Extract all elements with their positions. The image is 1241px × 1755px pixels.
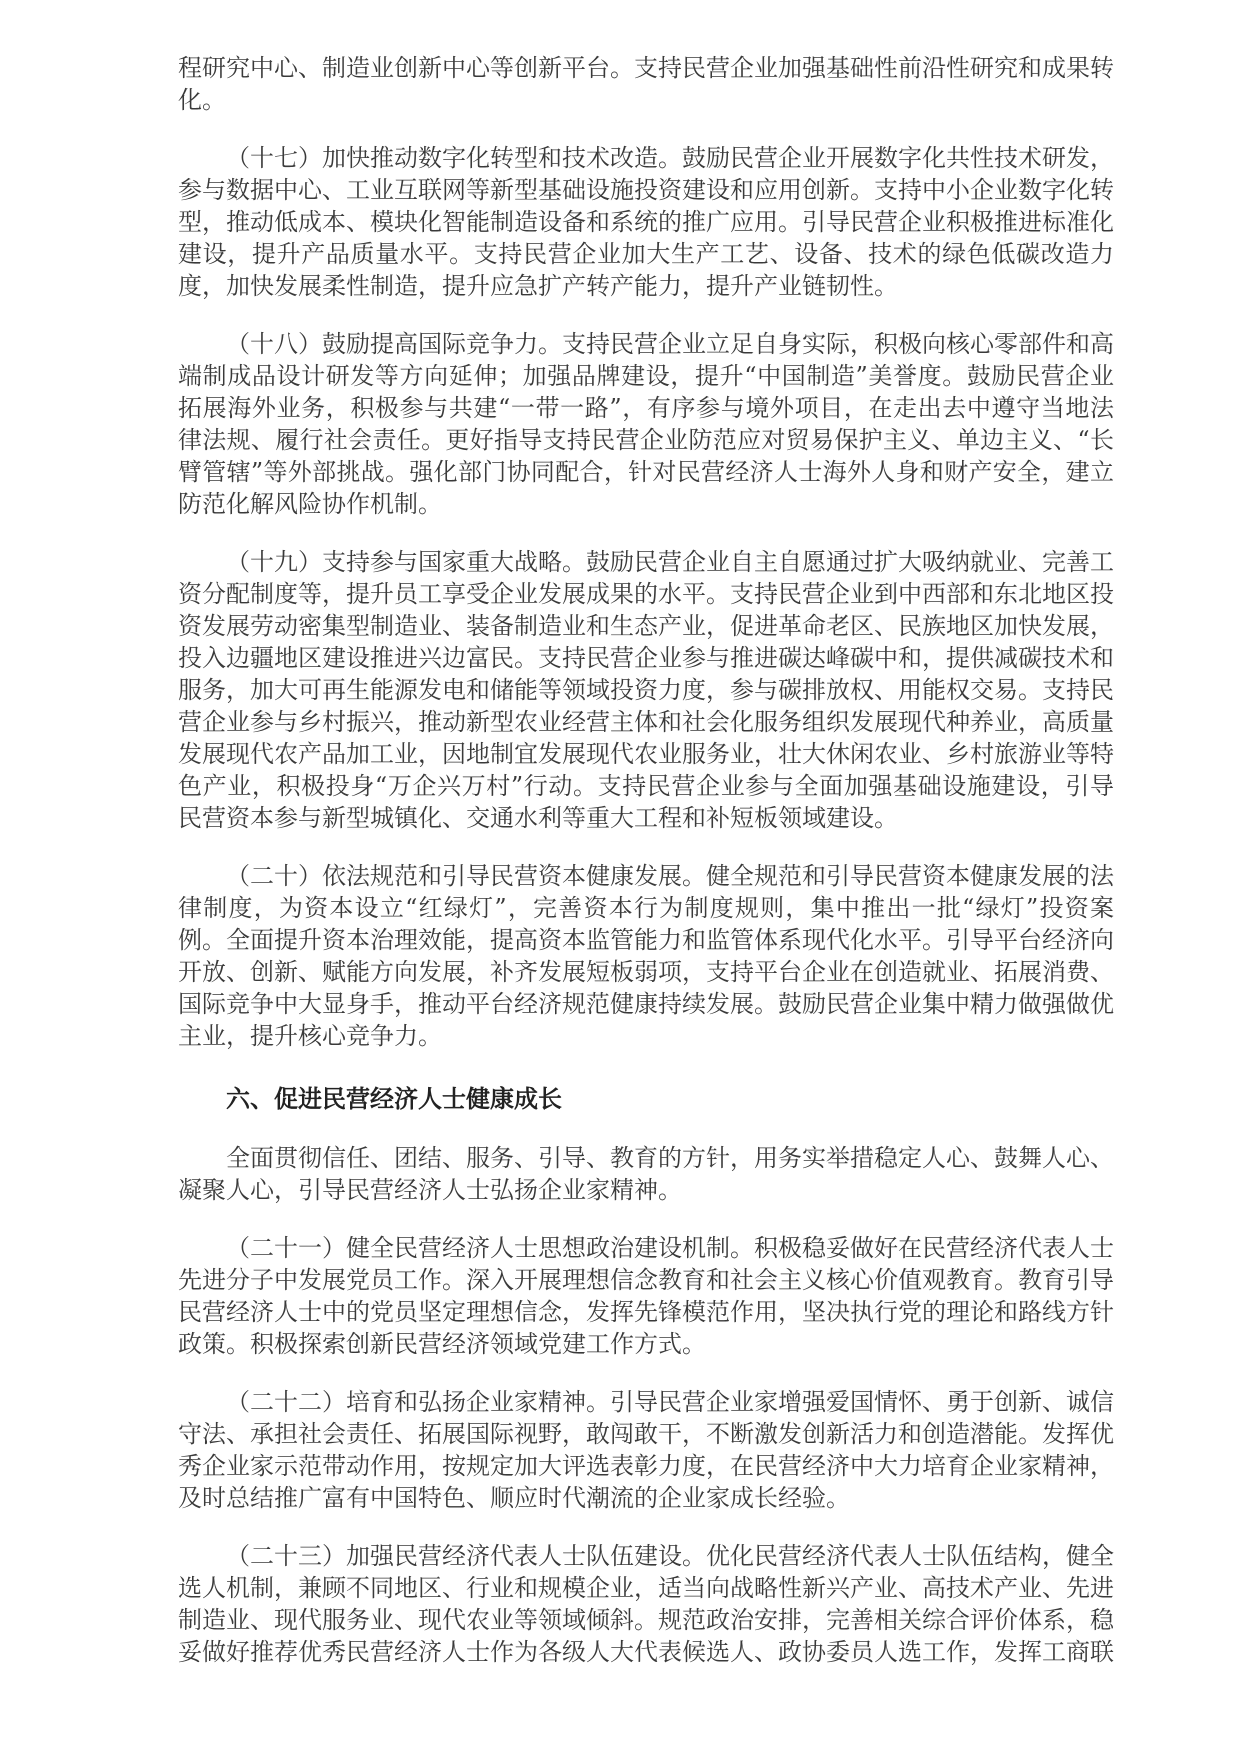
paragraph-17: （十七）加快推动数字化转型和技术改造。鼓励民营企业开展数字化共性技术研发，参与数据中心、工业互联网等新型基础设施投资建设和应用创新。支持中小企业数字化转型，推动低成本、模块化智能制造设备和系统的推广应用。引导民营企业积极推进标准化建设，提升产品质量水平。支持民营企业加大生产工艺、设备、技术的绿色低碳改造力度，加快发展柔性制造，提升应急扩产转产能力，提升产业链韧性。 — [178, 144, 1114, 300]
paragraph-22: （二十二）培育和弘扬企业家精神。引导民营企业家增强爱国情怀、勇于创新、诚信守法、承担社会责任、拓展国际视野，敢闯敢干，不断激发创新活力和创造潜能。发挥优秀企业家示范带动作用，按规定加大评选表彰力度，在民营经济中大力培育企业家精神，及时总结推广富有中国特色、顺应时代潮流的企业家成长经验。 — [178, 1388, 1114, 1512]
paragraph-continuation: 程研究中心、制造业创新中心等创新平台。支持民营企业加强基础性前沿性研究和成果转化。 — [178, 54, 1114, 114]
paragraph-20: （二十）依法规范和引导民营资本健康发展。健全规范和引导民营资本健康发展的法律制度，为资本设立“红绿灯”，完善资本行为制度规则，集中推出一批“绿灯”投资案例。全面提升资本治理效能，提高资本监管能力和监管体系现代化水平。引导平台经济向开放、创新、赋能方向发展，补齐发展短板弱项，支持平台企业在创造就业、拓展消费、国际竞争中大显身手，推动平台经济规范健康持续发展。鼓励民营企业集中精力做强做优主业，提升核心竞争力。 — [178, 862, 1114, 1050]
paragraph-18: （十八）鼓励提高国际竞争力。支持民营企业立足自身实际，积极向核心零部件和高端制成品设计研发等方向延伸；加强品牌建设，提升“中国制造”美誉度。鼓励民营企业拓展海外业务，积极参与共建“一带一路”，有序参与境外项目，在走出去中遵守当地法律法规、履行社会责任。更好指导支持民营企业防范应对贸易保护主义、单边主义、“长臂管辖”等外部挑战。强化部门协同配合，针对民营经济人士海外人身和财产安全，建立防范化解风险协作机制。 — [178, 330, 1114, 518]
page-content — [178, 52, 1114, 1668]
paragraph-21: （二十一）健全民营经济人士思想政治建设机制。积极稳妥做好在民营经济代表人士先进分子中发展党员工作。深入开展理想信念教育和社会主义核心价值观教育。教育引导民营经济人士中的党员坚定理想信念，发挥先锋模范作用，坚决执行党的理论和路线方针政策。积极探索创新民营经济领域党建工作方式。 — [178, 1234, 1114, 1358]
paragraph-19: （十九）支持参与国家重大战略。鼓励民营企业自主自愿通过扩大吸纳就业、完善工资分配制度等，提升员工享受企业发展成果的水平。支持民营企业到中西部和东北地区投资发展劳动密集型制造业、装备制造业和生态产业，促进革命老区、民族地区加快发展，投入边疆地区建设推进兴边富民。支持民营企业参与推进碳达峰碳中和，提供减碳技术和服务，加大可再生能源发电和储能等领域投资力度，参与碳排放权、用能权交易。支持民营企业参与乡村振兴，推动新型农业经营主体和社会化服务组织发展现代种养业，高质量发展现代农产品加工业，因地制宜发展现代农业服务业，壮大休闲农业、乡村旅游业等特色产业，积极投身“万企兴万村”行动。支持民营企业参与全面加强基础设施建设，引导民营资本参与新型城镇化、交通水利等重大工程和补短板领域建设。 — [178, 548, 1114, 832]
paragraph-23: （二十三）加强民营经济代表人士队伍建设。优化民营经济代表人士队伍结构，健全选人机制，兼顾不同地区、行业和规模企业，适当向战略性新兴产业、高技术产业、先进制造业、现代服务业、现代农业等领域倾斜。规范政治安排，完善相关综合评价体系，稳妥做好推荐优秀民营经济人士作为各级人大代表候选人、政协委员人选工作，发挥工商联 — [178, 1542, 1114, 1666]
section-intro-paragraph: 全面贯彻信任、团结、服务、引导、教育的方针，用务实举措稳定人心、鼓舞人心、凝聚人心，引导民营经济人士弘扬企业家精神。 — [178, 1144, 1114, 1204]
section-heading: 六、促进民营经济人士健康成长 — [226, 1086, 562, 1113]
